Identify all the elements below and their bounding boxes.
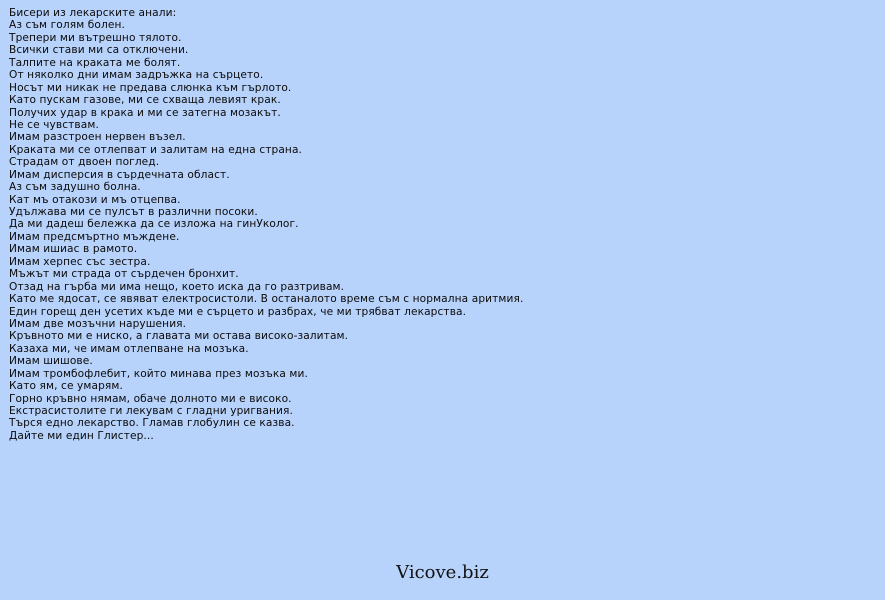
list-item: Кръвното ми е ниско, а главата ми остава високо-залитам. xyxy=(9,330,349,343)
list-item: Аз съм задушно болна. xyxy=(9,181,141,194)
list-item: Имам предсмъртно мъждене. xyxy=(9,230,180,243)
list-item: Всички стави ми са отключени. xyxy=(9,44,189,57)
list-item: Имам дисперсия в сърдечната област. xyxy=(9,168,230,181)
list-item: Казаха ми, че имам отлепване на мозъка. xyxy=(9,342,249,355)
list-item: Екстрасистолите ги лекувам с гладни уригвания. xyxy=(9,405,293,417)
list-item: Отзад на гърба ми има нещо, което иска да го разтривам. xyxy=(9,280,345,293)
list-item: Горно кръвно нямам, обаче долното ми е високо. xyxy=(9,392,292,405)
list-item: От няколко дни имам задръжка на сърцето. xyxy=(9,69,264,82)
list-item: Да ми дадеш бележка да се изложа на гинУколог. xyxy=(9,218,299,231)
list-item: Дайте ми един Глистер... xyxy=(9,429,154,442)
list-item: Като пускам газове, ми се схваща левият крак. xyxy=(9,94,281,107)
list-item: Имам ишиас в рамото. xyxy=(9,243,138,256)
list-item: Удължава ми се пулсът в различни посоки. xyxy=(9,206,258,218)
list-item: Мъжът ми страда от сърдечен бронхит. xyxy=(9,268,239,281)
list-item: Имам две мозъчни нарушения. xyxy=(9,317,187,330)
list-item: Носът ми никак не предава слюнка към гърлото. xyxy=(9,81,292,94)
list-title: Бисери из лекарските анали: xyxy=(9,7,177,19)
list-item: Трепери ми вътрешно тялото. xyxy=(9,31,182,44)
jokes-list xyxy=(9,7,869,442)
list-item: Талпите на краката ме болят. xyxy=(9,56,181,69)
list-item: Като ме ядосат, се явяват електросистоли. В останалото време съм с нормална аритмия. xyxy=(9,293,524,306)
list-item: Търся едно лекарство. Гламав глобулин се казва. xyxy=(9,417,295,430)
list-item: Не се чувствам. xyxy=(9,118,99,131)
site-watermark: Vicove.biz xyxy=(396,562,489,583)
list-item: Страдам от двоен поглед. xyxy=(9,156,160,169)
list-item: Имам херпес със зестра. xyxy=(9,255,151,268)
list-item: Един горещ ден усетих къде ми е сърцето и разбрах, че ми трябват лекарства. xyxy=(9,305,467,318)
list-item: Като ям, се умарям. xyxy=(9,380,123,393)
list-item: Имам разстроен нервен възел. xyxy=(9,131,186,144)
list-item: Получих удар в крака и ми се затегна мозакът. xyxy=(9,106,281,119)
list-item: Имам тромбофлебит, който минава през мозъка ми. xyxy=(9,367,308,380)
list-item: Аз съм голям болен. xyxy=(9,19,125,32)
list-item: Имам шишове. xyxy=(9,355,93,368)
list-item: Краката ми се отлепват и залитам на една страна. xyxy=(9,143,303,156)
list-item: Кат мъ отакози и мъ отцепва. xyxy=(9,193,181,206)
